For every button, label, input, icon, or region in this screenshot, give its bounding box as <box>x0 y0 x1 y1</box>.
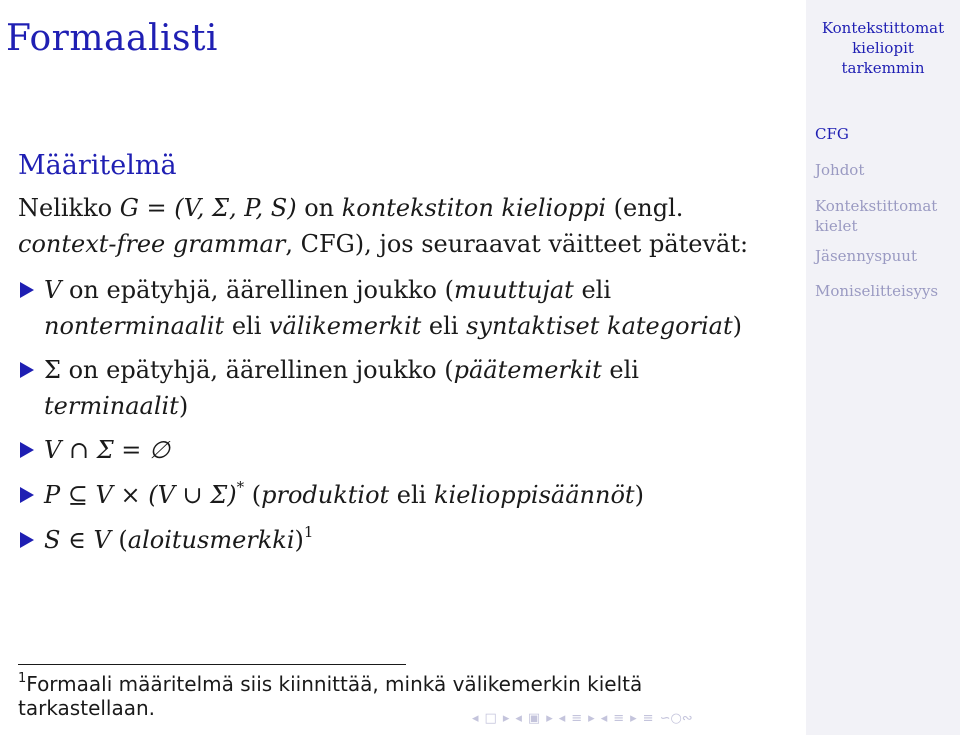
sidebar-header[interactable] <box>806 18 960 78</box>
nav-right-arrow-icon[interactable]: ▸ <box>502 710 510 726</box>
item-text: on epätyhjä, äärellinen joukko ( <box>61 276 454 304</box>
footnote-ref[interactable]: 1 <box>303 523 314 541</box>
nav-right-arrow-icon[interactable]: ▸ <box>630 710 637 726</box>
item-line <box>44 308 794 344</box>
item-line <box>44 477 794 513</box>
bullet-marker <box>20 282 34 298</box>
footnote-rule <box>18 664 406 665</box>
sidebar <box>806 0 960 735</box>
sidebar-header-line: kieliopit <box>852 39 914 57</box>
item-math: S ∈ V <box>44 526 111 554</box>
item-text: ( <box>110 526 128 554</box>
item-term: aloitusmerkki <box>127 526 295 554</box>
sidebar-item-moniselitteisyys[interactable]: Moniselitteisyys <box>815 282 939 300</box>
item-line <box>44 352 794 388</box>
item-term: päätemerkit <box>453 356 602 384</box>
nav-left-arrow-icon[interactable]: ◂ <box>472 710 479 726</box>
item-line <box>44 522 794 558</box>
item-text: eli <box>389 481 434 509</box>
sidebar-header-line: Kontekstittomat <box>821 19 945 37</box>
definition-item-productions <box>44 477 794 513</box>
nav-frame-icon[interactable]: □ <box>484 710 497 726</box>
item-math: V <box>44 276 62 304</box>
nav-document-icon[interactable]: ≡ <box>642 710 654 726</box>
item-line <box>44 388 794 424</box>
nav-section-icon[interactable]: ≡ <box>571 710 583 726</box>
navigation-bar <box>470 708 695 728</box>
nav-subsection-icon[interactable]: ▣ <box>527 710 541 726</box>
intro-term: context-free grammar <box>18 230 286 258</box>
footnote-line <box>18 672 798 696</box>
nav-left-arrow-icon[interactable]: ◂ <box>515 710 522 726</box>
nav-left-arrow-icon[interactable]: ◂ <box>600 710 608 726</box>
definition-item-variables <box>44 272 794 344</box>
nav-right-arrow-icon[interactable]: ▸ <box>546 710 553 726</box>
footnote-line: tarkastellaan. <box>18 696 156 720</box>
definition-item-start-symbol <box>44 522 794 558</box>
bullet-marker <box>20 442 34 458</box>
item-term: välikemerkit <box>269 312 422 340</box>
bullet-marker <box>20 532 34 548</box>
intro-text: , CFG), jos seuraavat väitteet pätevät: <box>285 230 749 258</box>
slide-title: Formaalisti <box>6 18 218 59</box>
item-term: syntaktiset kategoriat <box>466 312 733 340</box>
intro-line <box>18 190 798 226</box>
definition-item-disjoint <box>44 432 794 468</box>
item-term: muuttujat <box>454 276 574 304</box>
item-term: terminaalit <box>44 392 179 420</box>
definition-intro <box>18 190 798 262</box>
footnote-text: Formaali määritelmä siis kiinnittää, minkä välikemerkin kieltä <box>26 672 643 696</box>
definition-title: Määritelmä <box>18 150 177 181</box>
item-text: ) <box>178 392 189 420</box>
nav-right-arrow-icon[interactable]: ▸ <box>588 710 595 726</box>
item-line <box>44 272 794 308</box>
item-text: eli <box>421 312 467 340</box>
sidebar-item-kielet[interactable]: kielet <box>815 217 858 235</box>
intro-math: G = (V, Σ, P, S) <box>119 194 297 222</box>
intro-term: kontekstiton kielioppi <box>341 194 607 222</box>
sidebar-item-jasennyspuut[interactable]: Jäsennyspuut <box>815 247 917 265</box>
item-math: V ∩ Σ = ∅ <box>44 436 170 464</box>
item-text: eli <box>601 356 639 384</box>
definition-item-terminals <box>44 352 794 424</box>
item-text: ( <box>244 481 262 509</box>
item-text: ) <box>294 526 304 554</box>
item-text: ) <box>732 312 743 340</box>
intro-line <box>18 226 798 262</box>
bullet-marker <box>20 362 34 378</box>
footnote-mark: 1 <box>18 671 27 687</box>
item-math: P ⊆ V × (V ∪ Σ) <box>44 481 237 509</box>
sidebar-item-johdot[interactable]: Johdot <box>815 161 865 179</box>
nav-search-icon[interactable]: ∽○∾ <box>659 710 693 726</box>
sidebar-item-cfg[interactable]: CFG <box>815 125 849 143</box>
item-term: produktiot <box>261 481 390 509</box>
intro-text: Nelikko <box>18 194 120 222</box>
kleene-star: * <box>236 478 245 496</box>
item-term: kielioppisäännöt <box>433 481 635 509</box>
sidebar-item-kontekstittomat[interactable]: Kontekstittomat <box>815 197 938 215</box>
item-term: nonterminaalit <box>44 312 225 340</box>
nav-section-icon[interactable]: ≡ <box>613 710 625 726</box>
item-text: Σ on epätyhjä, äärellinen joukko ( <box>44 356 454 384</box>
intro-text: on <box>296 194 342 222</box>
item-text: eli <box>573 276 611 304</box>
bullet-marker <box>20 487 34 503</box>
sidebar-header-line: tarkemmin <box>841 59 925 77</box>
item-text: ) <box>634 481 644 509</box>
nav-left-arrow-icon[interactable]: ◂ <box>558 710 566 726</box>
item-text: eli <box>224 312 269 340</box>
intro-text: (engl. <box>606 194 684 222</box>
